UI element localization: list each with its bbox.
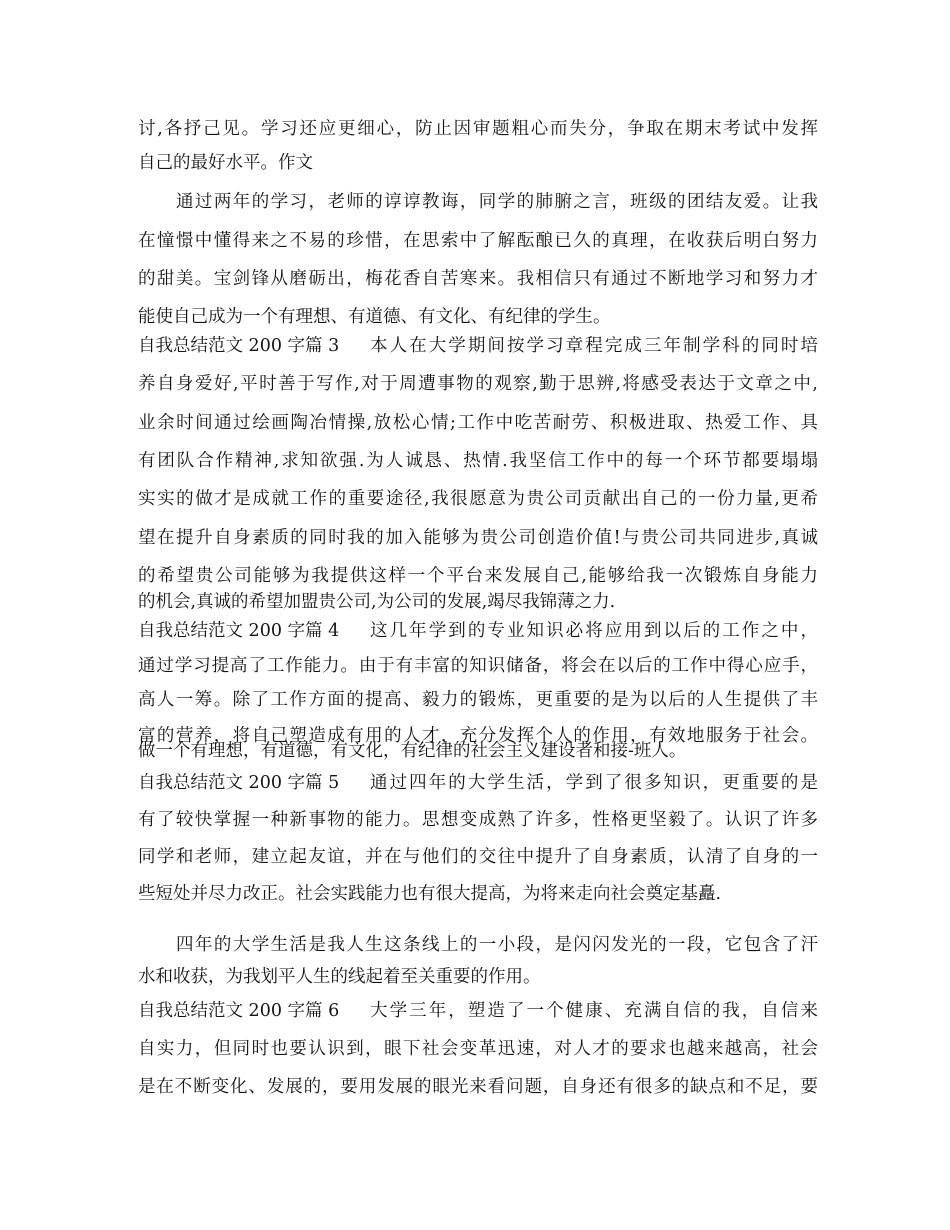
text-line: 做一个有理想，有道德，有文化，有纪律的社会主义建设者和接-班人。 (138, 741, 687, 761)
text-line: 水和收获，为我划平人生的线起着至关重要的作用。 (138, 967, 541, 987)
text-line: 实实的做才是成就工作的重要途径,我很愿意为贵公司贡献出自己的一份力量,更希 (138, 489, 818, 509)
section-heading: 自我总结范文 200 字篇 6 (138, 1001, 340, 1021)
text-line: 有了较快掌握一种新事物的能力。思想变成熟了许多，性格更坚毅了。认识了许多 (138, 810, 818, 830)
text-line: 同学和老师，建立起友谊，并在与他们的交往中提升了自身素质，认清了自身的一 (138, 847, 818, 867)
text-line: 是在不断变化、发展的，要用发展的眼光来看问题，自身还有很多的缺点和不足，要 (138, 1077, 818, 1097)
text-line: 大学三年，塑造了一个健康、充满自信的我，自信来 (370, 1001, 818, 1021)
section-heading-line (138, 329, 818, 363)
text-line: 有团队合作精神,求知欲强.为人诚恳、热情.我坚信工作中的每一个环节都要塌塌 (138, 451, 818, 471)
text-line: 业余时间通过绘画陶冶情操,放松心情;工作中吃苦耐劳、积极进取、热爱工作、具 (138, 413, 818, 433)
text-line: 通过两年的学习，老师的谆谆教诲，同学的肺腑之言，班级的团结友爱。让我 (176, 192, 818, 212)
text-line: 四年的大学生活是我人生这条线上的一小段，是闪闪发光的一段，它包含了汗 (176, 935, 818, 955)
section-heading: 自我总结范文 200 字篇 5 (138, 773, 340, 793)
section-heading: 自我总结范文 200 字篇 4 (138, 621, 340, 641)
text-line: 自实力，但同时也要认识到，眼下社会变革迅速，对人才的要求也越来越高，社会 (138, 1039, 818, 1059)
text-line: 的机会,真诚的希望加盟贵公司,为公司的发展,竭尽我锦薄之力. (138, 592, 616, 612)
text-line: 这几年学到的专业知识必将应用到以后的工作之中， (370, 621, 818, 641)
text-line: 自己的最好水平。作文 (138, 153, 313, 173)
text-line: 望在提升自身素质的同时我的加入能够为贵公司创造价值!与贵公司共同进步,真诚 (138, 528, 818, 548)
text-line: 讨,各抒己见。学习还应更细心，防止因审题粗心而失分，争取在期末考试中发挥 (138, 119, 818, 139)
text-line: 些短处并尽力改正。社会实践能力也有很大提高，为将来走向社会奠定基矗. (138, 884, 722, 904)
text-line: 的甜美。宝剑锋从磨砺出，梅花香自苦寒来。我相信只有通过不断地学习和努力才 (138, 269, 818, 289)
text-line: 养自身爱好,平时善于写作,对于周遭事物的观察,勤于思辨,将感受表达于文章之中, (138, 374, 818, 394)
text-line: 通过学习提高了工作能力。由于有丰富的知识储备，将会在以后的工作中得心应手， (138, 656, 818, 676)
text-line: 本人在大学期间按学习章程完成三年制学科的同时培 (370, 336, 818, 356)
section-heading-line (138, 994, 818, 1028)
text-line: 高人一筹。除了工作方面的提高、毅力的锻炼，更重要的是为以后的人生提供了丰 (138, 690, 818, 710)
text-line: 能使自己成为一个有理想、有道德、有文化、有纪律的学生。 (138, 307, 611, 327)
text-line: 的希望贵公司能够为我提供这样一个平台来发展自己,能够给我一次锻炼自身能力 (138, 566, 818, 586)
text-line: 通过四年的大学生活，学到了很多知识，更重要的是 (370, 773, 818, 793)
section-heading-line (138, 614, 818, 648)
text-line: 在憧憬中懂得来之不易的珍惜，在思索中了解酝酿已久的真理，在收获后明白努力 (138, 231, 818, 251)
section-heading-line (138, 766, 818, 800)
section-heading: 自我总结范文 200 字篇 3 (138, 336, 340, 356)
text-line: 富的营养，将自己塑造成有用的人才，充分发挥个人的作用，有效地服务于社会。 (138, 726, 818, 746)
